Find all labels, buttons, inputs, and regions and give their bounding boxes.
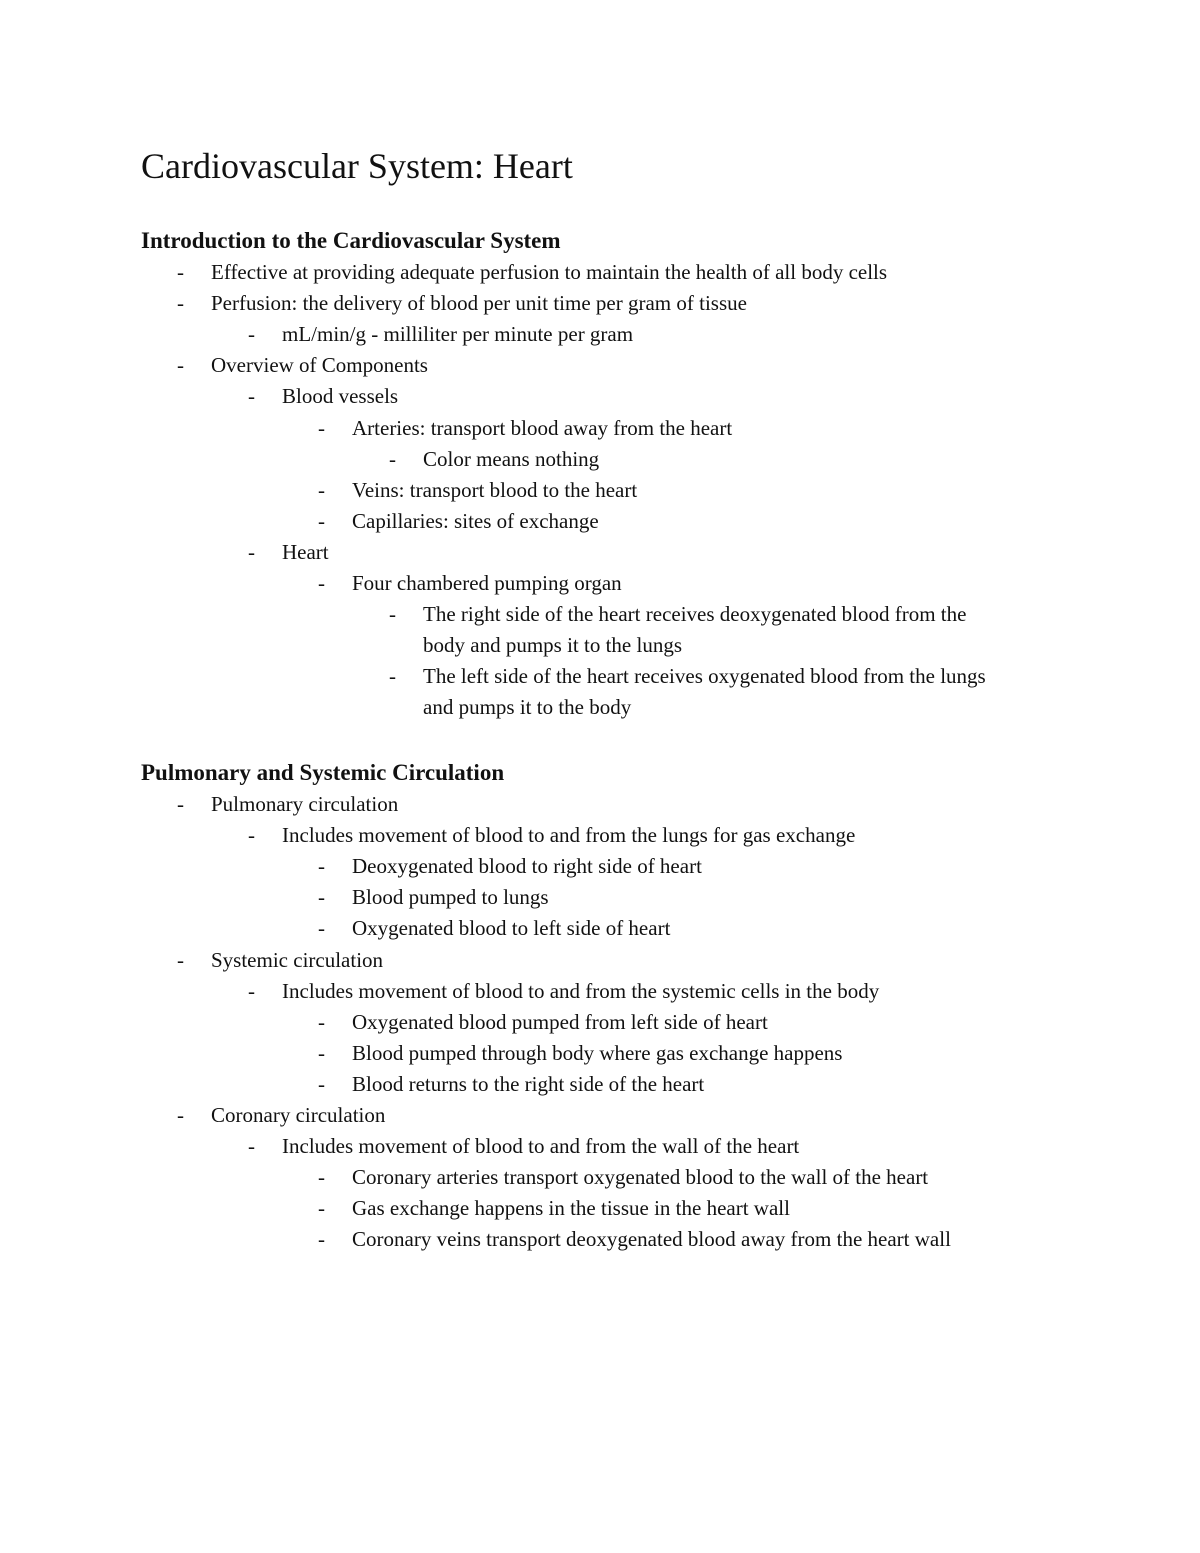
list-item	[177, 350, 428, 381]
bullet-dash: -	[177, 1103, 184, 1127]
list-item-text: Arteries: transport blood away from the heart	[352, 415, 733, 440]
bullet-dash: -	[318, 1071, 325, 1096]
list-item	[248, 820, 856, 851]
list-item-text: Perfusion: the delivery of blood per unit time per gram of tissue	[211, 291, 747, 316]
list-item	[318, 506, 599, 537]
list-item	[248, 381, 399, 412]
bullet-dash: -	[318, 477, 325, 502]
list-item-text: The left side of the heart receives oxygenated blood from the lungs	[423, 664, 986, 689]
list-item	[318, 851, 702, 882]
list-item	[248, 537, 329, 568]
list-item-text: Oxygenated blood pumped from left side of heart	[352, 1009, 768, 1034]
list-item-text: The right side of the heart receives deoxygenated blood from the	[423, 602, 967, 627]
list-item-text: Oxygenated blood to left side of heart	[352, 916, 671, 941]
list-item-text: Veins: transport blood to the heart	[352, 477, 638, 502]
bullet-dash: -	[389, 664, 396, 689]
list-item-text: Systemic circulation	[211, 947, 384, 972]
bullet-dash: -	[248, 823, 255, 848]
list-item-text: Blood pumped through body where gas exchange happens	[352, 1040, 843, 1065]
list-item-text: Blood returns to the right side of the heart	[352, 1071, 705, 1096]
list-item	[248, 319, 634, 350]
list-item-text: Overview of Components	[211, 353, 428, 378]
bullet-dash: -	[318, 1040, 325, 1065]
bullet-dash: -	[318, 1009, 325, 1034]
list-item	[318, 1038, 843, 1069]
list-item	[318, 568, 622, 599]
list-item	[177, 945, 384, 976]
bullet-dash: -	[318, 1165, 325, 1190]
bullet-dash: -	[177, 291, 184, 316]
list-item-text: Blood vessels	[282, 384, 399, 409]
bullet-dash: -	[248, 1134, 255, 1159]
bullet-dash: -	[248, 978, 255, 1003]
list-item-text: Coronary circulation	[211, 1103, 386, 1127]
list-item	[389, 599, 967, 661]
list-item-text: Effective at providing adequate perfusion to maintain the health of all body cells	[211, 260, 888, 284]
bullet-dash: -	[177, 947, 184, 972]
list-item-text: Coronary arteries transport oxygenated blood to the wall of the heart	[352, 1165, 929, 1190]
list-item	[248, 976, 880, 1007]
list-item-continuation: and pumps it to the body	[423, 695, 632, 720]
bullet-dash: -	[318, 508, 325, 533]
page-title: Cardiovascular System: Heart	[141, 146, 573, 186]
bullet-dash: -	[318, 854, 325, 879]
list-item	[177, 789, 399, 820]
list-item	[318, 1069, 705, 1100]
bullet-dash: -	[318, 415, 325, 440]
list-item	[389, 444, 600, 475]
bullet-dash: -	[318, 1196, 325, 1221]
list-item	[318, 413, 733, 444]
bullet-dash: -	[318, 885, 325, 910]
bullet-dash: -	[177, 260, 184, 284]
list-item-text: Includes movement of blood to and from the systemic cells in the body	[282, 978, 880, 1003]
list-item-text: Deoxygenated blood to right side of heart	[352, 854, 702, 879]
list-item-text: Capillaries: sites of exchange	[352, 508, 599, 533]
list-item	[318, 1162, 929, 1193]
list-item	[177, 257, 888, 288]
bullet-dash: -	[248, 322, 255, 347]
list-item-text: Four chambered pumping organ	[352, 571, 622, 595]
section-heading: Introduction to the Cardiovascular System	[141, 228, 561, 253]
bullet-dash: -	[318, 571, 325, 595]
list-item	[318, 913, 671, 944]
list-item-text: Blood pumped to lungs	[352, 885, 549, 910]
list-item-text: Coronary veins transport deoxygenated blood away from the heart wall	[352, 1227, 951, 1252]
list-item	[318, 1224, 951, 1255]
list-item-text: Includes movement of blood to and from the lungs for gas exchange	[282, 823, 856, 848]
list-item	[177, 288, 747, 319]
bullet-dash: -	[177, 353, 184, 378]
bullet-dash: -	[318, 1227, 325, 1252]
list-item	[177, 1100, 386, 1131]
bullet-dash: -	[318, 916, 325, 941]
bullet-dash: -	[177, 792, 184, 816]
list-item	[318, 882, 549, 913]
list-item	[318, 1193, 790, 1224]
section-heading: Pulmonary and Systemic Circulation	[141, 760, 505, 785]
bullet-dash: -	[248, 539, 255, 564]
list-item-text: Color means nothing	[423, 446, 600, 471]
bullet-dash: -	[389, 602, 396, 627]
list-item-text: Pulmonary circulation	[211, 792, 399, 816]
list-item-text: Heart	[282, 539, 329, 564]
list-item-text: Gas exchange happens in the tissue in the heart wall	[352, 1196, 790, 1221]
bullet-dash: -	[248, 384, 255, 409]
list-item	[318, 475, 638, 506]
list-item	[318, 1007, 768, 1038]
list-item-text: mL/min/g - milliliter per minute per gram	[282, 322, 634, 347]
list-item	[389, 661, 986, 723]
list-item	[248, 1131, 800, 1162]
list-item-continuation: body and pumps it to the lungs	[423, 633, 682, 658]
list-item-text: Includes movement of blood to and from the wall of the heart	[282, 1134, 800, 1159]
bullet-dash: -	[389, 446, 396, 471]
